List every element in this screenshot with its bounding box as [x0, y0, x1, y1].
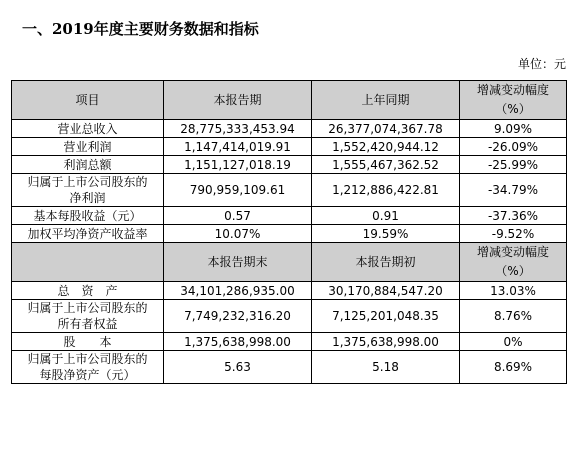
- table-row: [12, 282, 567, 300]
- header-prior-year: 上年同期: [312, 81, 460, 120]
- current-value: 0.57: [164, 207, 312, 225]
- row-label: 利润总额: [12, 156, 164, 174]
- row-label: [12, 174, 164, 207]
- period-start-value: 5.18: [312, 351, 460, 384]
- prior-value: 0.91: [312, 207, 460, 225]
- section-title: 一、2019年度主要财务数据和指标: [22, 20, 259, 38]
- table-row: [12, 120, 567, 138]
- row-label-line2: 所有者权益: [57, 317, 118, 331]
- row-label: 总 资 产: [12, 282, 164, 300]
- table-row: [12, 333, 567, 351]
- header-period-end: 本报告期末: [164, 243, 312, 282]
- header-change-rate-2-line2: （%）: [495, 264, 531, 278]
- row-label-line2: 每股净资产（元）: [39, 368, 136, 382]
- change-value: 13.03%: [460, 282, 567, 300]
- unit-label: 单位：元: [517, 57, 566, 71]
- header-change-rate-line2: （%）: [495, 102, 531, 116]
- financial-data-table: [11, 80, 567, 384]
- current-value: 1,147,414,019.91: [164, 138, 312, 156]
- prior-value: 1,552,420,944.12: [312, 138, 460, 156]
- prior-value: 1,212,886,422.81: [312, 174, 460, 207]
- table-row: [12, 156, 567, 174]
- period-end-value: 7,749,232,316.20: [164, 300, 312, 333]
- row-label: 股 本: [12, 333, 164, 351]
- header-change-rate-line1: 增减变动幅度: [476, 83, 549, 97]
- change-value: -26.09%: [460, 138, 567, 156]
- prior-value: 1,555,467,362.52: [312, 156, 460, 174]
- header-change-rate: [460, 81, 567, 120]
- current-value: 1,151,127,018.19: [164, 156, 312, 174]
- table-row: [12, 225, 567, 243]
- row-label: [12, 351, 164, 384]
- period-start-value: 1,375,638,998.00: [312, 333, 460, 351]
- header-change-rate-2: [460, 243, 567, 282]
- period-start-value: 7,125,201,048.35: [312, 300, 460, 333]
- row-label: 营业利润: [12, 138, 164, 156]
- row-label: 营业总收入: [12, 120, 164, 138]
- row-label: 基本每股收益（元）: [12, 207, 164, 225]
- table-row: [12, 351, 567, 384]
- period-end-value: 1,375,638,998.00: [164, 333, 312, 351]
- period-end-value: 34,101,286,935.00: [164, 282, 312, 300]
- header-period-start: 本报告期初: [312, 243, 460, 282]
- period-end-value: 5.63: [164, 351, 312, 384]
- header-change-rate-2-line1: 增减变动幅度: [476, 245, 549, 259]
- change-value: 8.76%: [460, 300, 567, 333]
- header-current-period: 本报告期: [164, 81, 312, 120]
- prior-value: 26,377,074,367.78: [312, 120, 460, 138]
- row-label: [12, 300, 164, 333]
- current-value: 790,959,109.61: [164, 174, 312, 207]
- header-item: 项目: [12, 81, 164, 120]
- row-label: 加权平均净资产收益率: [12, 225, 164, 243]
- change-value: 0%: [460, 333, 567, 351]
- table-row: [12, 138, 567, 156]
- period-start-value: 30,170,884,547.20: [312, 282, 460, 300]
- row-label-line1: 归属于上市公司股东的: [27, 175, 148, 189]
- row-label-line1: 归属于上市公司股东的: [27, 352, 148, 366]
- change-value: -37.36%: [460, 207, 567, 225]
- row-label-line2: 净利润: [69, 191, 106, 205]
- change-value: 9.09%: [460, 120, 567, 138]
- table-row: [12, 300, 567, 333]
- change-value: -34.79%: [460, 174, 567, 207]
- header-blank: [12, 243, 164, 282]
- change-value: -9.52%: [460, 225, 567, 243]
- prior-value: 19.59%: [312, 225, 460, 243]
- current-value: 10.07%: [164, 225, 312, 243]
- row-label-line1: 归属于上市公司股东的: [27, 301, 148, 315]
- table-row: [12, 207, 567, 225]
- change-value: 8.69%: [460, 351, 567, 384]
- change-value: -25.99%: [460, 156, 567, 174]
- current-value: 28,775,333,453.94: [164, 120, 312, 138]
- table-row: [12, 174, 567, 207]
